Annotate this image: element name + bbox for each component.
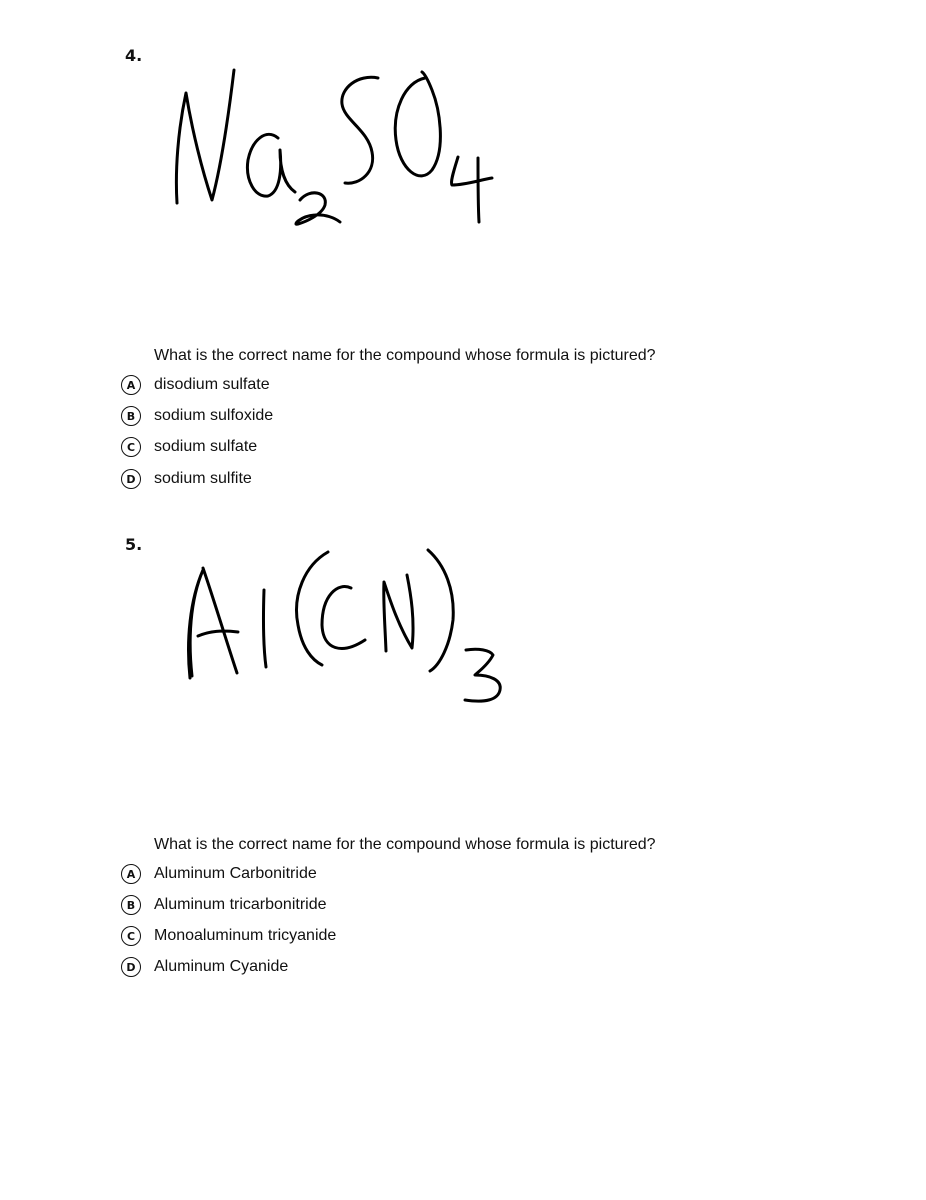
choice-text: Aluminum tricarbonitride bbox=[154, 896, 327, 913]
choice-d[interactable] bbox=[121, 468, 252, 490]
question-prompt: What is the correct name for the compound whose formula is pictured? bbox=[154, 836, 656, 853]
choice-text: Monoaluminum tricyanide bbox=[154, 927, 337, 944]
choice-a[interactable] bbox=[121, 863, 317, 885]
question-number: 5. bbox=[125, 535, 143, 554]
choice-text: disodium sulfate bbox=[154, 376, 270, 393]
choice-text: Aluminum Carbonitride bbox=[154, 865, 317, 882]
choice-b[interactable] bbox=[121, 894, 327, 916]
choice-text: sodium sulfate bbox=[154, 438, 258, 455]
handwritten-formula-al-cn-3 bbox=[170, 540, 520, 710]
choice-c[interactable] bbox=[121, 925, 336, 947]
question-number: 4. bbox=[125, 46, 143, 65]
handwritten-formula-na2so4 bbox=[160, 60, 520, 240]
choice-b[interactable] bbox=[121, 405, 273, 427]
choice-bubble[interactable]: C bbox=[121, 437, 141, 457]
choice-d[interactable] bbox=[121, 956, 288, 978]
choice-bubble[interactable]: D bbox=[121, 469, 141, 489]
choice-bubble[interactable]: B bbox=[121, 895, 141, 915]
choice-text: Aluminum Cyanide bbox=[154, 958, 289, 975]
choice-text: sodium sulfoxide bbox=[154, 407, 274, 424]
choice-bubble[interactable]: C bbox=[121, 926, 141, 946]
choice-a[interactable] bbox=[121, 374, 270, 396]
choice-bubble[interactable]: D bbox=[121, 957, 141, 977]
choice-bubble[interactable]: B bbox=[121, 406, 141, 426]
choice-bubble[interactable]: A bbox=[121, 864, 141, 884]
choice-text: sodium sulfite bbox=[154, 470, 252, 487]
choice-bubble[interactable]: A bbox=[121, 375, 141, 395]
question-prompt: What is the correct name for the compound whose formula is pictured? bbox=[154, 347, 656, 364]
choice-c[interactable] bbox=[121, 436, 257, 458]
